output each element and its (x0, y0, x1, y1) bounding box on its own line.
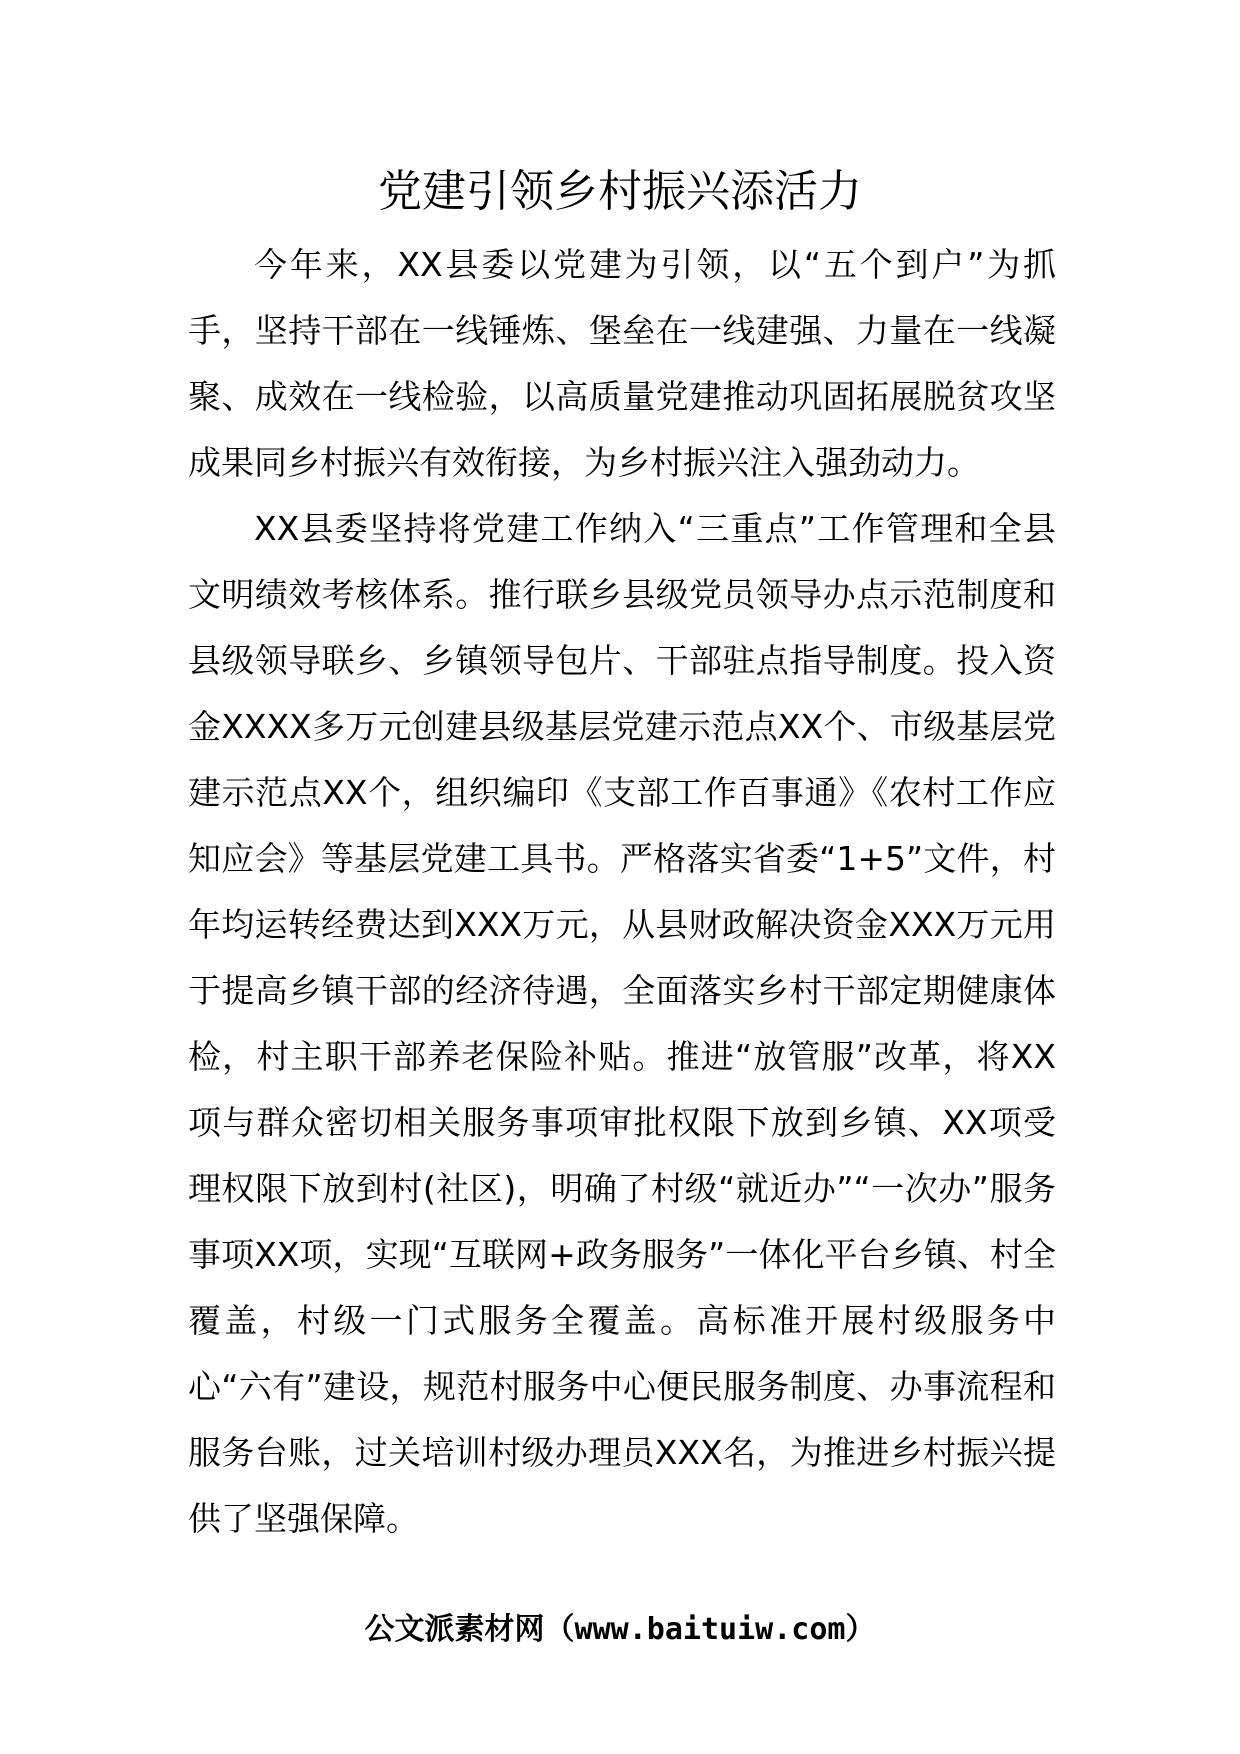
footer-watermark (0, 1608, 1240, 1652)
paragraph-intro: 今年来，XX县委以党建为引领，以“五个到户”为抓手，坚持干部在一线锤炼、堡垒在一线建强、力量在一线凝聚、成效在一线检验，以高质量党建推动巩固拓展脱贫攻坚成果同乡村振兴有效衔接，为乡村振兴注入强劲动力。 (188, 245, 1056, 482)
paragraph-measures: XX县委坚持将党建工作纳入“三重点”工作管理和全县文明绩效考核体系。推行联乡县级党员领导办点示范制度和县级领导联乡、乡镇领导包片、干部驻点指导制度。投入资金XXXX多万元创建县级基层党建示范点XX个、市级基层党建示范点XX个，组织编印《支部工作百事通》《农村工作应知应会》等基层党建工具书。严格落实省委“1+5”文件，村年均运转经费达到XXX万元，从县财政解决资金XXX万元用于提高乡镇干部的经济待遇，全面落实乡村干部定期健康体检，村主职干部养老保险补贴。推进“放管服”改革，将XX项与群众密切相关服务事项审批权限下放到乡镇、XX项受理权限下放到村(社区)，明确了村级“就近办”“一次办”服务事项XX项，实现“互联网+政务服务”一体化平台乡镇、村全覆盖，村级一门式服务全覆盖。高标准开展村级服务中心“六有”建设，规范村服务中心便民服务制度、办事流程和服务台账，过关培训村级办理员XXX名，为推进乡村振兴提供了坚强保障。 (188, 509, 1056, 1538)
document-title: 党建引领乡村振兴添活力 (378, 166, 862, 217)
footer-open-paren: （ (544, 1612, 575, 1647)
footer-site-name: 公文派素材网 (364, 1612, 545, 1647)
footer-url: www.baituiw.com (574, 1612, 846, 1647)
footer-close-paren: ） (845, 1612, 876, 1647)
document-body (188, 232, 1056, 1552)
